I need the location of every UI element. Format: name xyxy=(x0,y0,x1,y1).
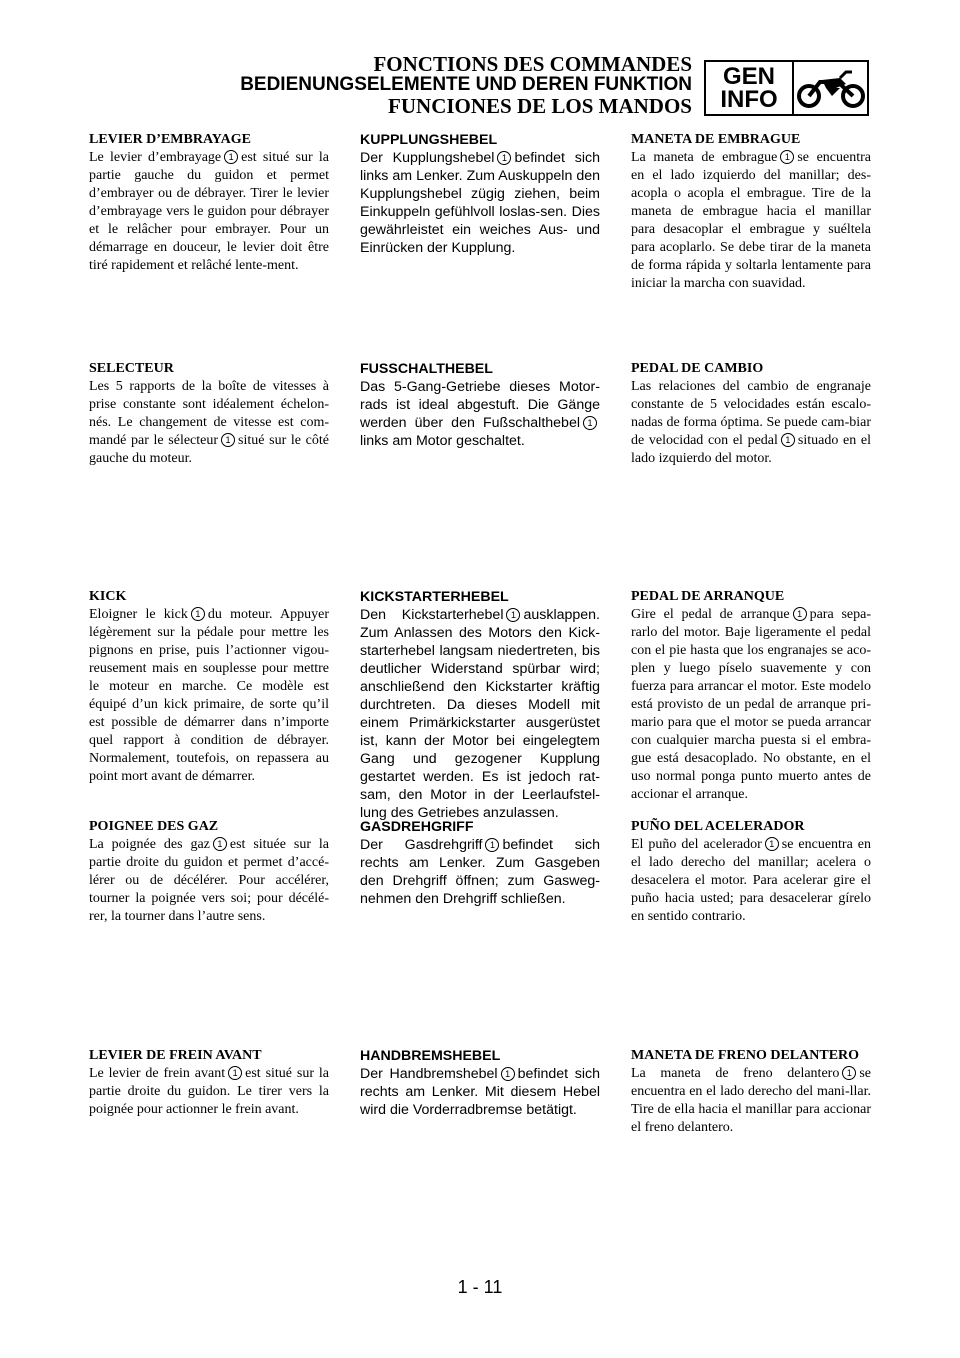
section-body: Der Handbremshebel 1 befindet sich rechts am Lenker. Mit diesem Hebel wird die Vorderradbremse betätigt. xyxy=(360,1066,600,1118)
section-title: HANDBREMSHEBEL xyxy=(360,1048,501,1064)
badge-line-1: GEN xyxy=(722,63,775,90)
section-title: PUÑO DEL ACELERADOR xyxy=(631,819,805,834)
section-body: Las relaciones del cambio de engranaje constante de 5 velocidades están escalo-nadas de forma óptima. Se puede cam-biar de velocidad con el pedal 1 situado en el lado izquierdo del motor. xyxy=(631,379,871,466)
section-kick-fr xyxy=(89,588,329,786)
section-throttle-es xyxy=(631,818,871,926)
ref-marker: 1 xyxy=(793,607,807,621)
section-front-brake-de xyxy=(360,1047,600,1119)
section-title: PEDAL DE ARRANQUE xyxy=(631,589,785,604)
section-body: La maneta de embrague 1 se encuentra en el lado izquierdo del manillar; des-acopla o acopla el embrague. Tire de la maneta de embrague hacia el manillar para desacoplar el embrague y suéltela para acoplarlo. Se debe tirar de la maneta de forma rápida y soltarla lentamente para iniciar la marcha con suavidad. xyxy=(631,150,871,291)
page-number: 1 - 11 xyxy=(457,1277,503,1297)
gen-info-badge xyxy=(704,60,869,116)
section-front-brake-fr xyxy=(89,1047,329,1119)
section-body: El puño del acelerador 1 se encuentra en el lado derecho del manillar; acelera o desacelera el motor. Para acelerar gire el puño hacia usted; para desacelerar gírelo en sentido contrario. xyxy=(631,837,871,924)
ref-marker: 1 xyxy=(842,1066,856,1080)
section-title: KICKSTARTERHEBEL xyxy=(360,589,509,605)
badge-label xyxy=(706,62,794,114)
section-title: LEVIER DE FREIN AVANT xyxy=(89,1048,262,1063)
section-title: MANETA DE FRENO DELANTERO xyxy=(631,1048,860,1063)
section-kick-es xyxy=(631,588,871,804)
ref-marker: 1 xyxy=(221,433,235,447)
section-shift-de xyxy=(360,360,600,450)
section-shift-fr xyxy=(89,360,329,468)
section-title: SELECTEUR xyxy=(89,361,174,376)
section-body: Les 5 rapports de la boîte de vitesses à prise constante sont idéalement échelon-nés. Le changement de vitesse est com-mandé par le sélecteur 1 situé sur le côté gauche du moteur. xyxy=(89,379,329,466)
section-body: Der Gasdrehgriff 1 befindet sich rechts am Lenker. Zum Gasgeben den Drehgriff öffnen; zum Gasweg-nehmen den Drehgriff schließen. xyxy=(360,837,600,907)
section-body: Der Kupplungshebel 1 befindet sich links am Lenker. Zum Auskuppeln den Kupplungshebel zügig ziehen, beim Einkuppeln gefühlvoll loslas-sen. Dies gewährleistet ein weiches Aus- und Einrücken der Kupplung. xyxy=(360,150,600,256)
motorcycle-icon xyxy=(794,62,867,114)
section-title: GASDREHGRIFF xyxy=(360,819,474,835)
ref-marker: 1 xyxy=(781,433,795,447)
section-title: KICK xyxy=(89,589,127,604)
section-body: Gire el pedal de arranque 1 para sepa-rarlo del motor. Baje ligeramente el pedal con el pie hasta que los engranajes se aco-plen y luego píselo suavemente y con fuerza para arrancar el motor. Este modelo está provisto de un pedal de arranque pri-mario para que el motor se pueda arrancar con cualquier marcha puesta si el embra-gue está desacoplado. No obstante, en el uso normal ponga punto muerto antes de accionar el arranque. xyxy=(631,607,871,802)
section-body: La poignée des gaz 1 est située sur la partie droite du guidon et permet d’accé-lérer ou de décélérer. Pour accélérer, tourner la poignée vers soi; pour décélé-rer, la tourner dans l’autre sens. xyxy=(89,837,329,924)
section-throttle-de xyxy=(360,818,600,908)
section-body: Eloigner le kick 1 du moteur. Appuyer légèrement sur la pédale pour mettre les pignons en prise, puis l’actionner vigou-reusement mais en souplesse pour mettre le moteur en marche. Ce modèle est équipé d’un kick primaire, de sorte qu’il est possible de démarrer dans n’importe quel rapport à condition de débrayer. Normalement, toutefois, on repassera au point mort avant de démarrer. xyxy=(89,607,329,784)
ref-marker: 1 xyxy=(506,608,520,622)
section-body: Das 5-Gang-Getriebe dieses Motor-rads ist ideal abgestuft. Die Gänge werden über den Fußschalthebel 1links am Motor geschaltet. xyxy=(360,379,600,449)
section-title: POIGNEE DES GAZ xyxy=(89,819,219,834)
section-kick-de xyxy=(360,588,600,822)
section-title: PEDAL DE CAMBIO xyxy=(631,361,764,376)
section-body: Le levier de frein avant 1 est situé sur la partie droite du guidon. Le tirer vers la poignée pour actionner le frein avant. xyxy=(89,1066,329,1117)
section-body: La maneta de freno delantero 1 se encuentra en el lado derecho del mani-llar. Tire de ella hacia el manillar para accionar el freno delantero. xyxy=(631,1066,871,1135)
section-title: LEVIER D’EMBRAYAGE xyxy=(89,132,251,147)
ref-marker: 1 xyxy=(501,1067,515,1081)
ref-marker: 1 xyxy=(228,1066,242,1080)
section-clutch-es xyxy=(631,131,871,293)
section-clutch-de xyxy=(360,131,600,257)
section-front-brake-es xyxy=(631,1047,871,1137)
ref-marker: 1 xyxy=(213,837,227,851)
section-title: FUSSCHALTHEBEL xyxy=(360,361,493,377)
header-title-es: FUNCIONES DE LOS MANDOS xyxy=(388,94,692,118)
header-title-de: BEDIENUNGSELEMENTE UND DEREN FUNKTION xyxy=(240,74,692,95)
section-body: Le levier d’embrayage 1 est situé sur la partie gauche du guidon et permet d’embrayer ou de débrayer. Tirer le levier d’embrayage vers le guidon pour débrayer et le relâcher pour embrayer. Pour un démarrage en douceur, le levier doit être tiré rapidement et relâché lente-ment. xyxy=(89,150,329,273)
section-body: Den Kickstarterhebel 1 ausklappen. Zum Anlassen des Motors den Kick-starterhebel langsam niedertreten, bis deutlicher Widerstand spürbar wird; anschließend den Kickstarter kräftig durchtreten. Da dieses Modell mit einem Primärkickstarter ausgerüstet ist, kann der Motor bei eingelegtem Gang und gezogener Kupplung gestartet werden. Es ist jedoch rat-sam, den Motor in der Leerlaufstel-lung des Getriebes anzulassen. xyxy=(360,607,600,821)
section-title: MANETA DE EMBRAGUE xyxy=(631,132,801,147)
section-throttle-fr xyxy=(89,818,329,926)
ref-marker: 1 xyxy=(191,607,205,621)
section-title: KUPPLUNGSHEBEL xyxy=(360,132,498,148)
ref-marker: 1 xyxy=(583,416,597,430)
header-title-fr: FONCTIONS DES COMMANDES xyxy=(373,52,692,76)
badge-line-2: INFO xyxy=(720,86,778,113)
ref-marker: 1 xyxy=(780,150,794,164)
ref-marker: 1 xyxy=(485,838,499,852)
section-clutch-fr xyxy=(89,131,329,275)
ref-marker: 1 xyxy=(224,150,238,164)
ref-marker: 1 xyxy=(497,151,511,165)
ref-marker: 1 xyxy=(765,837,779,851)
section-shift-es xyxy=(631,360,871,468)
